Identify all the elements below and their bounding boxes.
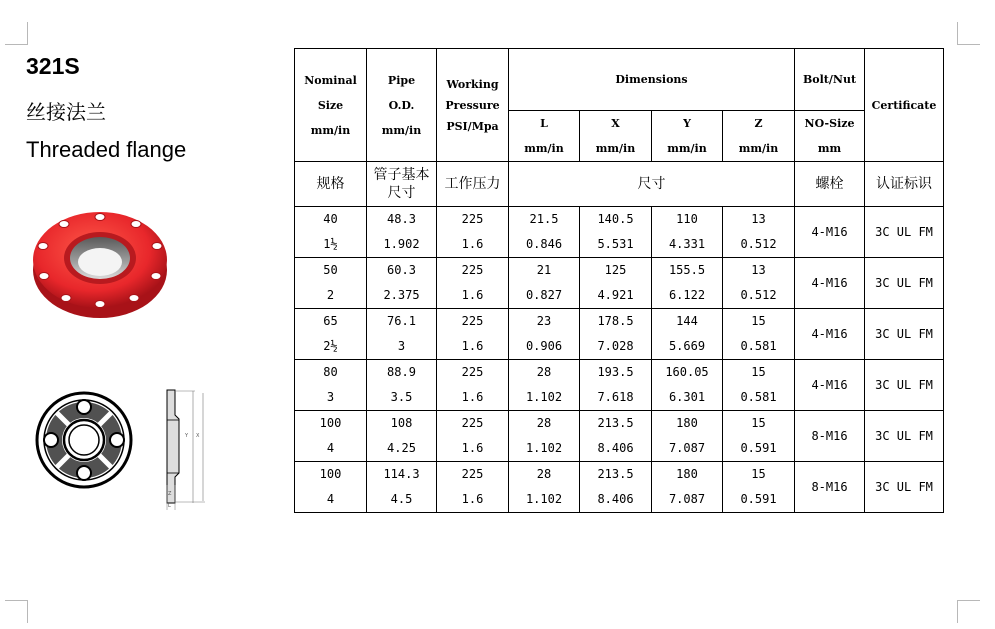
cell-line: 15 xyxy=(751,365,766,379)
table-cell xyxy=(580,258,652,309)
cell-line: 155.5 xyxy=(668,263,706,277)
cell-line: 1.6 xyxy=(461,441,484,455)
cell-line: 225 xyxy=(461,212,484,226)
head-cn-dim: 尺寸 xyxy=(509,162,795,207)
cell-line: 114.3 xyxy=(383,467,420,481)
head-cn-bolt: 螺栓 xyxy=(795,162,865,207)
table-cell: 8-M16 xyxy=(795,462,865,513)
cell-line: 21 xyxy=(536,263,552,277)
table-cell xyxy=(367,207,437,258)
cell-line: 225 xyxy=(461,467,484,481)
cell-line: 2.375 xyxy=(383,288,420,302)
table-cell: 4-M16 xyxy=(795,309,865,360)
cell-line: 60.3 xyxy=(387,263,416,277)
table-cell xyxy=(509,207,580,258)
table-cell xyxy=(652,360,723,411)
cell-line: 125 xyxy=(604,263,627,277)
cell-line: 15 xyxy=(751,416,766,430)
table-row xyxy=(295,309,944,360)
cell-line: 88.9 xyxy=(387,365,416,379)
cell-line: L xyxy=(540,117,548,130)
head-bolt-nut: Bolt/Nut xyxy=(795,49,865,111)
cell-line: 7.028 xyxy=(597,339,634,353)
cell-line: O.D. xyxy=(388,98,415,112)
table-cell xyxy=(437,207,509,258)
table-cell xyxy=(580,207,652,258)
cell-line: 4.921 xyxy=(597,288,634,302)
cell-line: 6.122 xyxy=(668,288,706,302)
cell-line: 0.512 xyxy=(740,288,777,302)
table-cell xyxy=(509,360,580,411)
cell-line: mm xyxy=(817,142,842,155)
cell-line: 65 xyxy=(323,314,338,328)
head-bolt-size xyxy=(795,111,865,162)
cell-line: 178.5 xyxy=(597,314,634,328)
table-cell xyxy=(367,309,437,360)
table-cell xyxy=(652,207,723,258)
cell-line: 225 xyxy=(461,365,484,379)
cell-line: 225 xyxy=(461,314,484,328)
table-cell xyxy=(367,360,437,411)
table-cell xyxy=(437,462,509,513)
cell-line: 1.6 xyxy=(461,492,484,506)
cell-line: 4.5 xyxy=(390,492,413,506)
cell-line: 76.1 xyxy=(387,314,416,328)
head-dim-l xyxy=(509,111,580,162)
cell-line: Nominal xyxy=(304,73,357,87)
cell-line: 0.591 xyxy=(740,492,777,506)
cell-line: 7.087 xyxy=(668,441,706,455)
table-cell: 4-M16 xyxy=(795,360,865,411)
cell-line: 50 xyxy=(323,263,338,277)
table-cell xyxy=(580,411,652,462)
table-row xyxy=(295,411,944,462)
cell-line: 2½ xyxy=(323,339,338,353)
table-cell: 4-M16 xyxy=(795,258,865,309)
cell-line: 1.102 xyxy=(525,492,563,506)
crop-mark-top-right xyxy=(957,22,980,45)
table-cell xyxy=(652,462,723,513)
table-cell xyxy=(580,462,652,513)
head-nominal-size xyxy=(295,49,367,162)
cell-line: Working xyxy=(446,77,499,91)
table-cell: 3C UL FM xyxy=(865,207,944,258)
table-cell xyxy=(509,309,580,360)
cell-line: 1.6 xyxy=(461,390,484,404)
head-dim-z xyxy=(723,111,795,162)
table-cell xyxy=(580,360,652,411)
cell-line: 0.581 xyxy=(740,390,777,404)
table-cell: 3C UL FM xyxy=(865,411,944,462)
table-cell xyxy=(723,258,795,309)
table-cell xyxy=(723,207,795,258)
cell-line: 0.827 xyxy=(525,288,563,302)
table-cell: 3C UL FM xyxy=(865,309,944,360)
cell-line: 28 xyxy=(536,467,552,481)
cell-line: 180 xyxy=(676,467,698,481)
head-cn-spec: 规格 xyxy=(295,162,367,207)
drawing-label-z: Z xyxy=(168,491,172,497)
cell-line: 193.5 xyxy=(597,365,634,379)
table-cell xyxy=(723,309,795,360)
table-cell xyxy=(723,360,795,411)
table-cell xyxy=(367,462,437,513)
cell-line: 15 xyxy=(751,467,766,481)
cell-line: 180 xyxy=(676,416,698,430)
cell-line: Y xyxy=(683,117,691,130)
table-cell: 3C UL FM xyxy=(865,360,944,411)
table-cell xyxy=(723,411,795,462)
table-cell xyxy=(295,411,367,462)
cell-line: 1.6 xyxy=(461,288,484,302)
cell-line: 4 xyxy=(326,441,335,455)
cell-line: 3 xyxy=(326,390,335,404)
cell-line: 80 xyxy=(323,365,338,379)
cell-line: 1.102 xyxy=(525,441,563,455)
table-cell xyxy=(652,309,723,360)
flange-front-drawing xyxy=(34,390,134,490)
table-cell xyxy=(509,258,580,309)
table-cell xyxy=(367,411,437,462)
table-cell: 4-M16 xyxy=(795,207,865,258)
head-pipe-od xyxy=(367,49,437,162)
head-cn-pipe: 管子基本尺寸 xyxy=(367,162,437,207)
cell-line: 4.331 xyxy=(668,237,706,251)
cell-line: 1½ xyxy=(323,237,338,251)
cell-line: 21.5 xyxy=(529,212,559,226)
cell-line: 1.6 xyxy=(461,237,484,251)
cell-line: NO-Size xyxy=(804,117,855,130)
cell-line: PSI/Mpa xyxy=(446,119,499,133)
cell-line: 160.05 xyxy=(665,365,709,379)
cell-line: 48.3 xyxy=(387,212,416,226)
cell-line: 28 xyxy=(536,416,552,430)
table-row xyxy=(295,207,944,258)
table-cell xyxy=(580,309,652,360)
cell-line: 100 xyxy=(319,416,342,430)
flange-photo xyxy=(30,202,170,320)
table-cell xyxy=(295,258,367,309)
cell-line: 28 xyxy=(536,365,552,379)
head-dim-x xyxy=(580,111,652,162)
cell-line: 140.5 xyxy=(597,212,634,226)
table-cell: 3C UL FM xyxy=(865,258,944,309)
drawing-label-y: Y xyxy=(185,433,189,439)
table-cell xyxy=(652,411,723,462)
cell-line: 0.906 xyxy=(525,339,563,353)
table-cell xyxy=(509,462,580,513)
cell-line: 225 xyxy=(461,416,484,430)
table-cell xyxy=(295,360,367,411)
table-cell xyxy=(437,411,509,462)
cell-line: 4 xyxy=(326,492,335,506)
table-row xyxy=(295,360,944,411)
cell-line: 40 xyxy=(323,212,338,226)
cell-line: Pipe xyxy=(387,73,416,87)
cell-line: 1.902 xyxy=(383,237,420,251)
head-certificate: Certificate xyxy=(865,49,944,162)
product-name-en: Threaded flange xyxy=(26,137,187,162)
cell-line: 15 xyxy=(751,314,766,328)
cell-line: Size xyxy=(317,98,344,112)
head-dimensions: Dimensions xyxy=(509,49,795,111)
cell-line: 225 xyxy=(461,263,484,277)
cell-line: 213.5 xyxy=(597,416,634,430)
cell-line: 4.25 xyxy=(387,441,416,455)
cell-line: 0.512 xyxy=(740,237,777,251)
cell-line: mm/in xyxy=(524,142,564,155)
cell-line: 23 xyxy=(536,314,552,328)
head-cn-pressure: 工作压力 xyxy=(437,162,509,207)
cell-line: 3.5 xyxy=(390,390,413,404)
cell-line: X xyxy=(611,117,620,130)
cell-line: mm/in xyxy=(310,123,351,137)
cell-line: 144 xyxy=(676,314,698,328)
table-cell xyxy=(295,462,367,513)
table-cell xyxy=(509,411,580,462)
cell-line: 5.531 xyxy=(597,237,634,251)
head-dim-y xyxy=(652,111,723,162)
table-cell xyxy=(437,360,509,411)
crop-mark-bottom-left xyxy=(5,600,28,623)
table-cell xyxy=(367,258,437,309)
product-name-cn: 丝接法兰 xyxy=(26,100,106,124)
cell-line: 0.846 xyxy=(525,237,563,251)
cell-line: 7.618 xyxy=(597,390,634,404)
cell-line: 0.591 xyxy=(740,441,777,455)
spec-table xyxy=(294,48,944,513)
head-cn-cert: 认证标识 xyxy=(865,162,944,207)
cell-line: mm/in xyxy=(381,123,422,137)
table-row xyxy=(295,258,944,309)
product-model: 321S xyxy=(26,53,80,79)
cell-line: 1.6 xyxy=(461,339,484,353)
cell-line: 7.087 xyxy=(668,492,706,506)
cell-line: 13 xyxy=(751,263,766,277)
cell-line: 5.669 xyxy=(668,339,706,353)
cell-line: 213.5 xyxy=(597,467,634,481)
cell-line: 6.301 xyxy=(668,390,706,404)
table-cell xyxy=(295,309,367,360)
cell-line: mm/in xyxy=(738,142,779,155)
cell-line: 1.102 xyxy=(525,390,563,404)
flange-side-drawing xyxy=(155,385,210,510)
crop-mark-top-left xyxy=(5,22,28,45)
cell-line: Z xyxy=(754,117,763,130)
crop-mark-bottom-right xyxy=(957,600,980,623)
table-cell: 8-M16 xyxy=(795,411,865,462)
drawing-label-l: L xyxy=(168,503,171,509)
table-cell xyxy=(295,207,367,258)
cell-line: 3 xyxy=(397,339,406,353)
cell-line: 0.581 xyxy=(740,339,777,353)
drawing-label-x: X xyxy=(196,433,200,439)
cell-line: 110 xyxy=(676,212,698,226)
table-cell xyxy=(723,462,795,513)
cell-line: Pressure xyxy=(445,98,500,112)
cell-line: mm/in xyxy=(667,142,707,155)
table-row xyxy=(295,462,944,513)
table-cell xyxy=(652,258,723,309)
cell-line: 2 xyxy=(326,288,335,302)
cell-line: 108 xyxy=(390,416,413,430)
cell-line: 100 xyxy=(319,467,342,481)
table-cell xyxy=(437,258,509,309)
cell-line: 8.406 xyxy=(597,492,634,506)
head-working-pressure xyxy=(437,49,509,162)
table-cell xyxy=(437,309,509,360)
cell-line: 13 xyxy=(751,212,766,226)
cell-line: 8.406 xyxy=(597,441,634,455)
cell-line: mm/in xyxy=(595,142,636,155)
table-cell: 3C UL FM xyxy=(865,462,944,513)
